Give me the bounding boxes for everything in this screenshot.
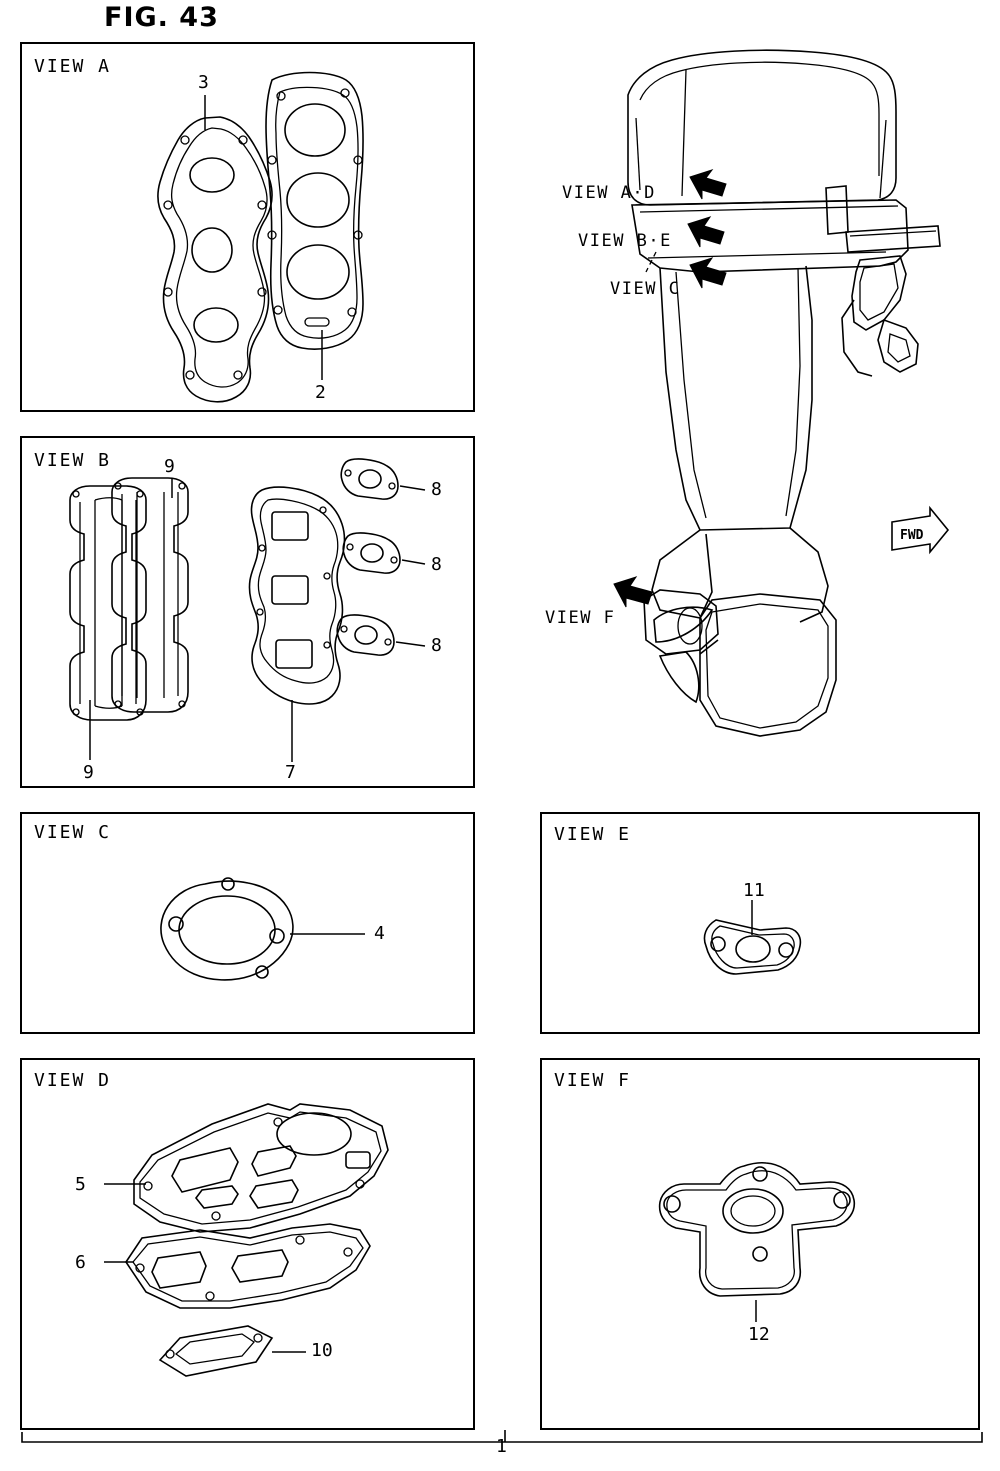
part-number-9-top: 9 — [164, 456, 175, 477]
part-number-5: 5 — [75, 1174, 86, 1195]
view-ad-pointer-label: VIEW A·D — [562, 183, 656, 203]
part-number-11: 11 — [743, 880, 765, 901]
panel-label-view-d: VIEW D — [34, 1070, 112, 1091]
view-f-pointer-label: VIEW F — [545, 608, 616, 628]
part-number-2: 2 — [315, 382, 326, 403]
part-number-12: 12 — [748, 1324, 770, 1345]
part-number-8-b: 8 — [431, 554, 442, 575]
part-number-3: 3 — [198, 72, 209, 93]
part-number-8-c: 8 — [431, 635, 442, 656]
page-number: 1 — [496, 1436, 507, 1457]
panel-label-view-b: VIEW B — [34, 450, 112, 471]
view-be-pointer-label: VIEW B·E — [578, 231, 672, 251]
svg-text:FWD: FWD — [900, 528, 924, 543]
part-number-8-a: 8 — [431, 479, 442, 500]
part-number-6: 6 — [75, 1252, 86, 1273]
panel-label-view-f: VIEW F — [554, 1070, 632, 1091]
part-number-9-bottom: 9 — [83, 762, 94, 783]
view-c-pointer-label: VIEW C — [610, 279, 681, 299]
page-title: FIG. 43 — [104, 2, 219, 33]
part-number-10: 10 — [311, 1340, 333, 1361]
panel-label-view-e: VIEW E — [554, 824, 632, 845]
part-number-4: 4 — [374, 923, 385, 944]
part-number-7: 7 — [285, 762, 296, 783]
panel-label-view-c: VIEW C — [34, 822, 112, 843]
panel-label-view-a: VIEW A — [34, 56, 112, 77]
